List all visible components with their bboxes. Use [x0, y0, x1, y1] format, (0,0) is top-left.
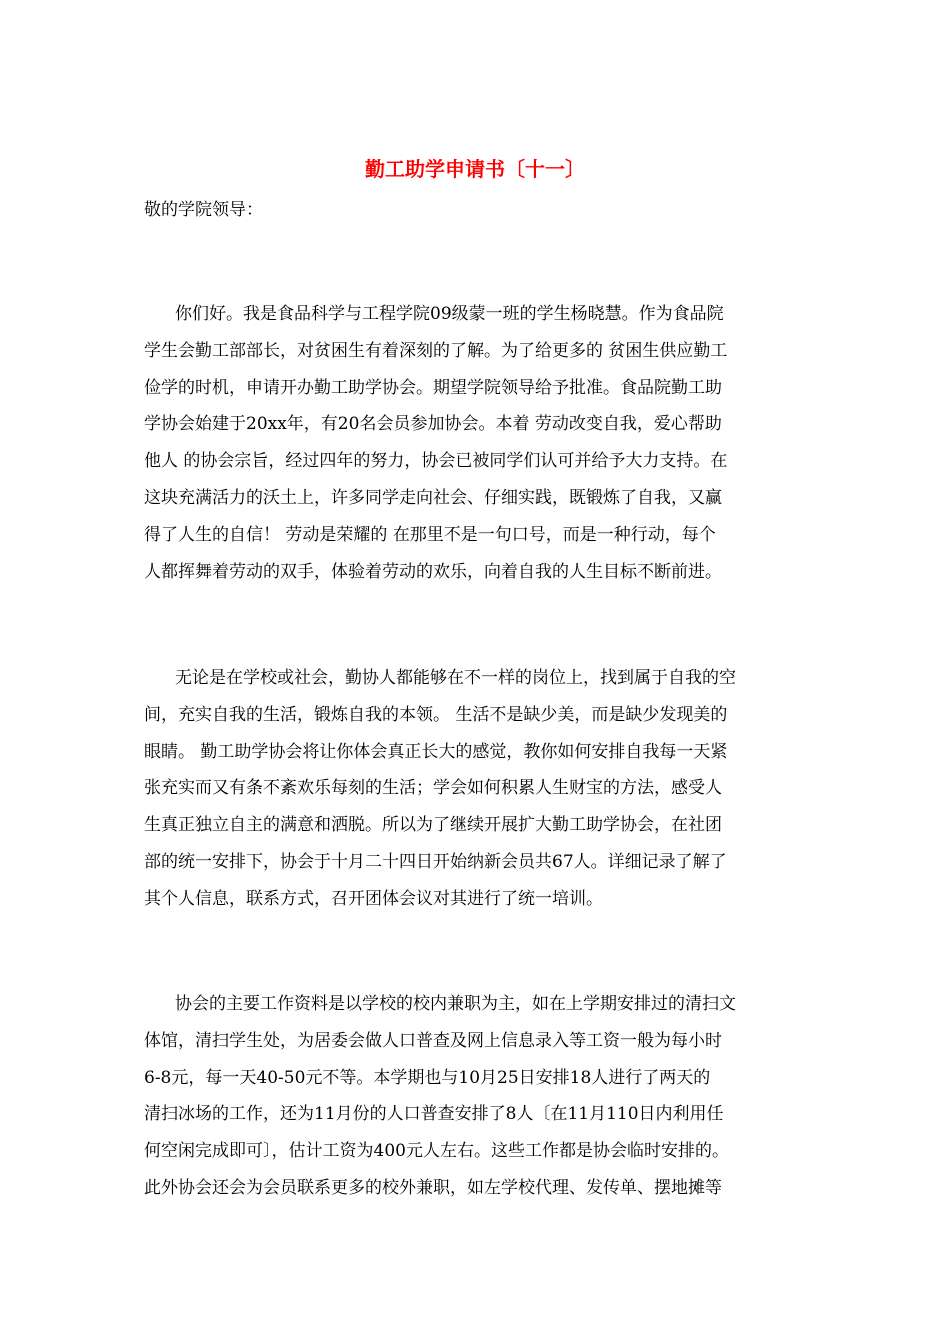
paragraph-line: 学生会勤工部部长，对贫困生有着深刻的了解。为了给更多的 贫困生供应勤工 — [144, 340, 728, 361]
paragraph-line: 无论是在学校或社会，勤协人都能够在不一样的岗位上，找到属于自我的空 — [175, 668, 736, 688]
paragraph-line: 学协会始建于20xx年，有20名会员参加协会。本着 劳动改变自我，爱心帮助 — [144, 414, 722, 435]
paragraph-line: 这块充满活力的沃土上，许多同学走向社会、仔细实践，既锻炼了自我，又赢 — [144, 487, 722, 508]
paragraph-1 — [144, 296, 812, 590]
paragraph-line: 此外协会还会为会员联系更多的校外兼职，如左学校代理、发传单、摆地摊等 — [144, 1177, 722, 1198]
paragraph-line: 生真正独立自主的满意和洒脱。所以为了继续开展扩大勤工助学协会，在社团 — [144, 815, 722, 836]
paragraph-line: 他人 的协会宗旨，经过四年的努力，协会已被同学们认可并给予大力支持。在 — [144, 451, 728, 472]
paragraph-line: 协会的主要工作资料是以学校的校内兼职为主，如在上学期安排过的清扫文 — [175, 994, 736, 1014]
paragraph-line: 得了人生的自信！ 劳动是荣耀的 在那里不是一句口号，而是一种行动，每个 — [144, 524, 716, 545]
paragraph-line: 张充实而又有条不紊欢乐每刻的生活；学会如何积累人生财宝的方法，感受人 — [144, 778, 722, 799]
paragraph-line: 清扫冰场的工作，还为11月份的人口普查安排了8人〔在11月110日内利用任 — [144, 1104, 724, 1125]
paragraph-line: 何空闲完成即可〕，估计工资为400元人左右。这些工作都是协会临时安排的。 — [144, 1141, 729, 1162]
paragraph-line: 俭学的时机，申请开办勤工助学协会。期望学院领导给予批准。食品院勤工助 — [144, 377, 722, 398]
paragraph-2 — [144, 660, 812, 918]
paragraph-line: 部的统一安排下，协会于十月二十四日开始纳新会员共67人。详细记录了解了 — [144, 851, 727, 872]
paragraph-line: 人都挥舞着劳动的双手，体验着劳动的欢乐，向着自我的人生目标不断前进。 — [144, 561, 722, 582]
paragraph-line: 眼睛。 勤工助学协会将让你体会真正长大的感觉，教你如何安排自我每一天紧 — [144, 741, 728, 762]
paragraph-3 — [144, 986, 812, 1207]
paragraph-line: 你们好。我是食品科学与工程学院09级蒙一班的学生杨晓慧。作为食品院 — [175, 304, 724, 324]
salutation: 敬的学院领导： — [144, 200, 263, 220]
document-title: 勤工助学申请书〔十一〕 — [365, 157, 585, 181]
paragraph-line: 体馆，清扫学生处，为居委会做人口普查及网上信息录入等工资一般为每小时 — [144, 1030, 722, 1051]
paragraph-line: 其个人信息，联系方式，召开团体会议对其进行了统一培训。 — [144, 888, 603, 909]
paragraph-line: 6-8元，每一天40-50元不等。本学期也与10月25日安排18人进行了两天的 — [144, 1067, 711, 1088]
paragraph-line: 间，充实自我的生活，锻炼自我的本领。 生活不是缺少美，而是缺少发现美的 — [144, 704, 728, 725]
